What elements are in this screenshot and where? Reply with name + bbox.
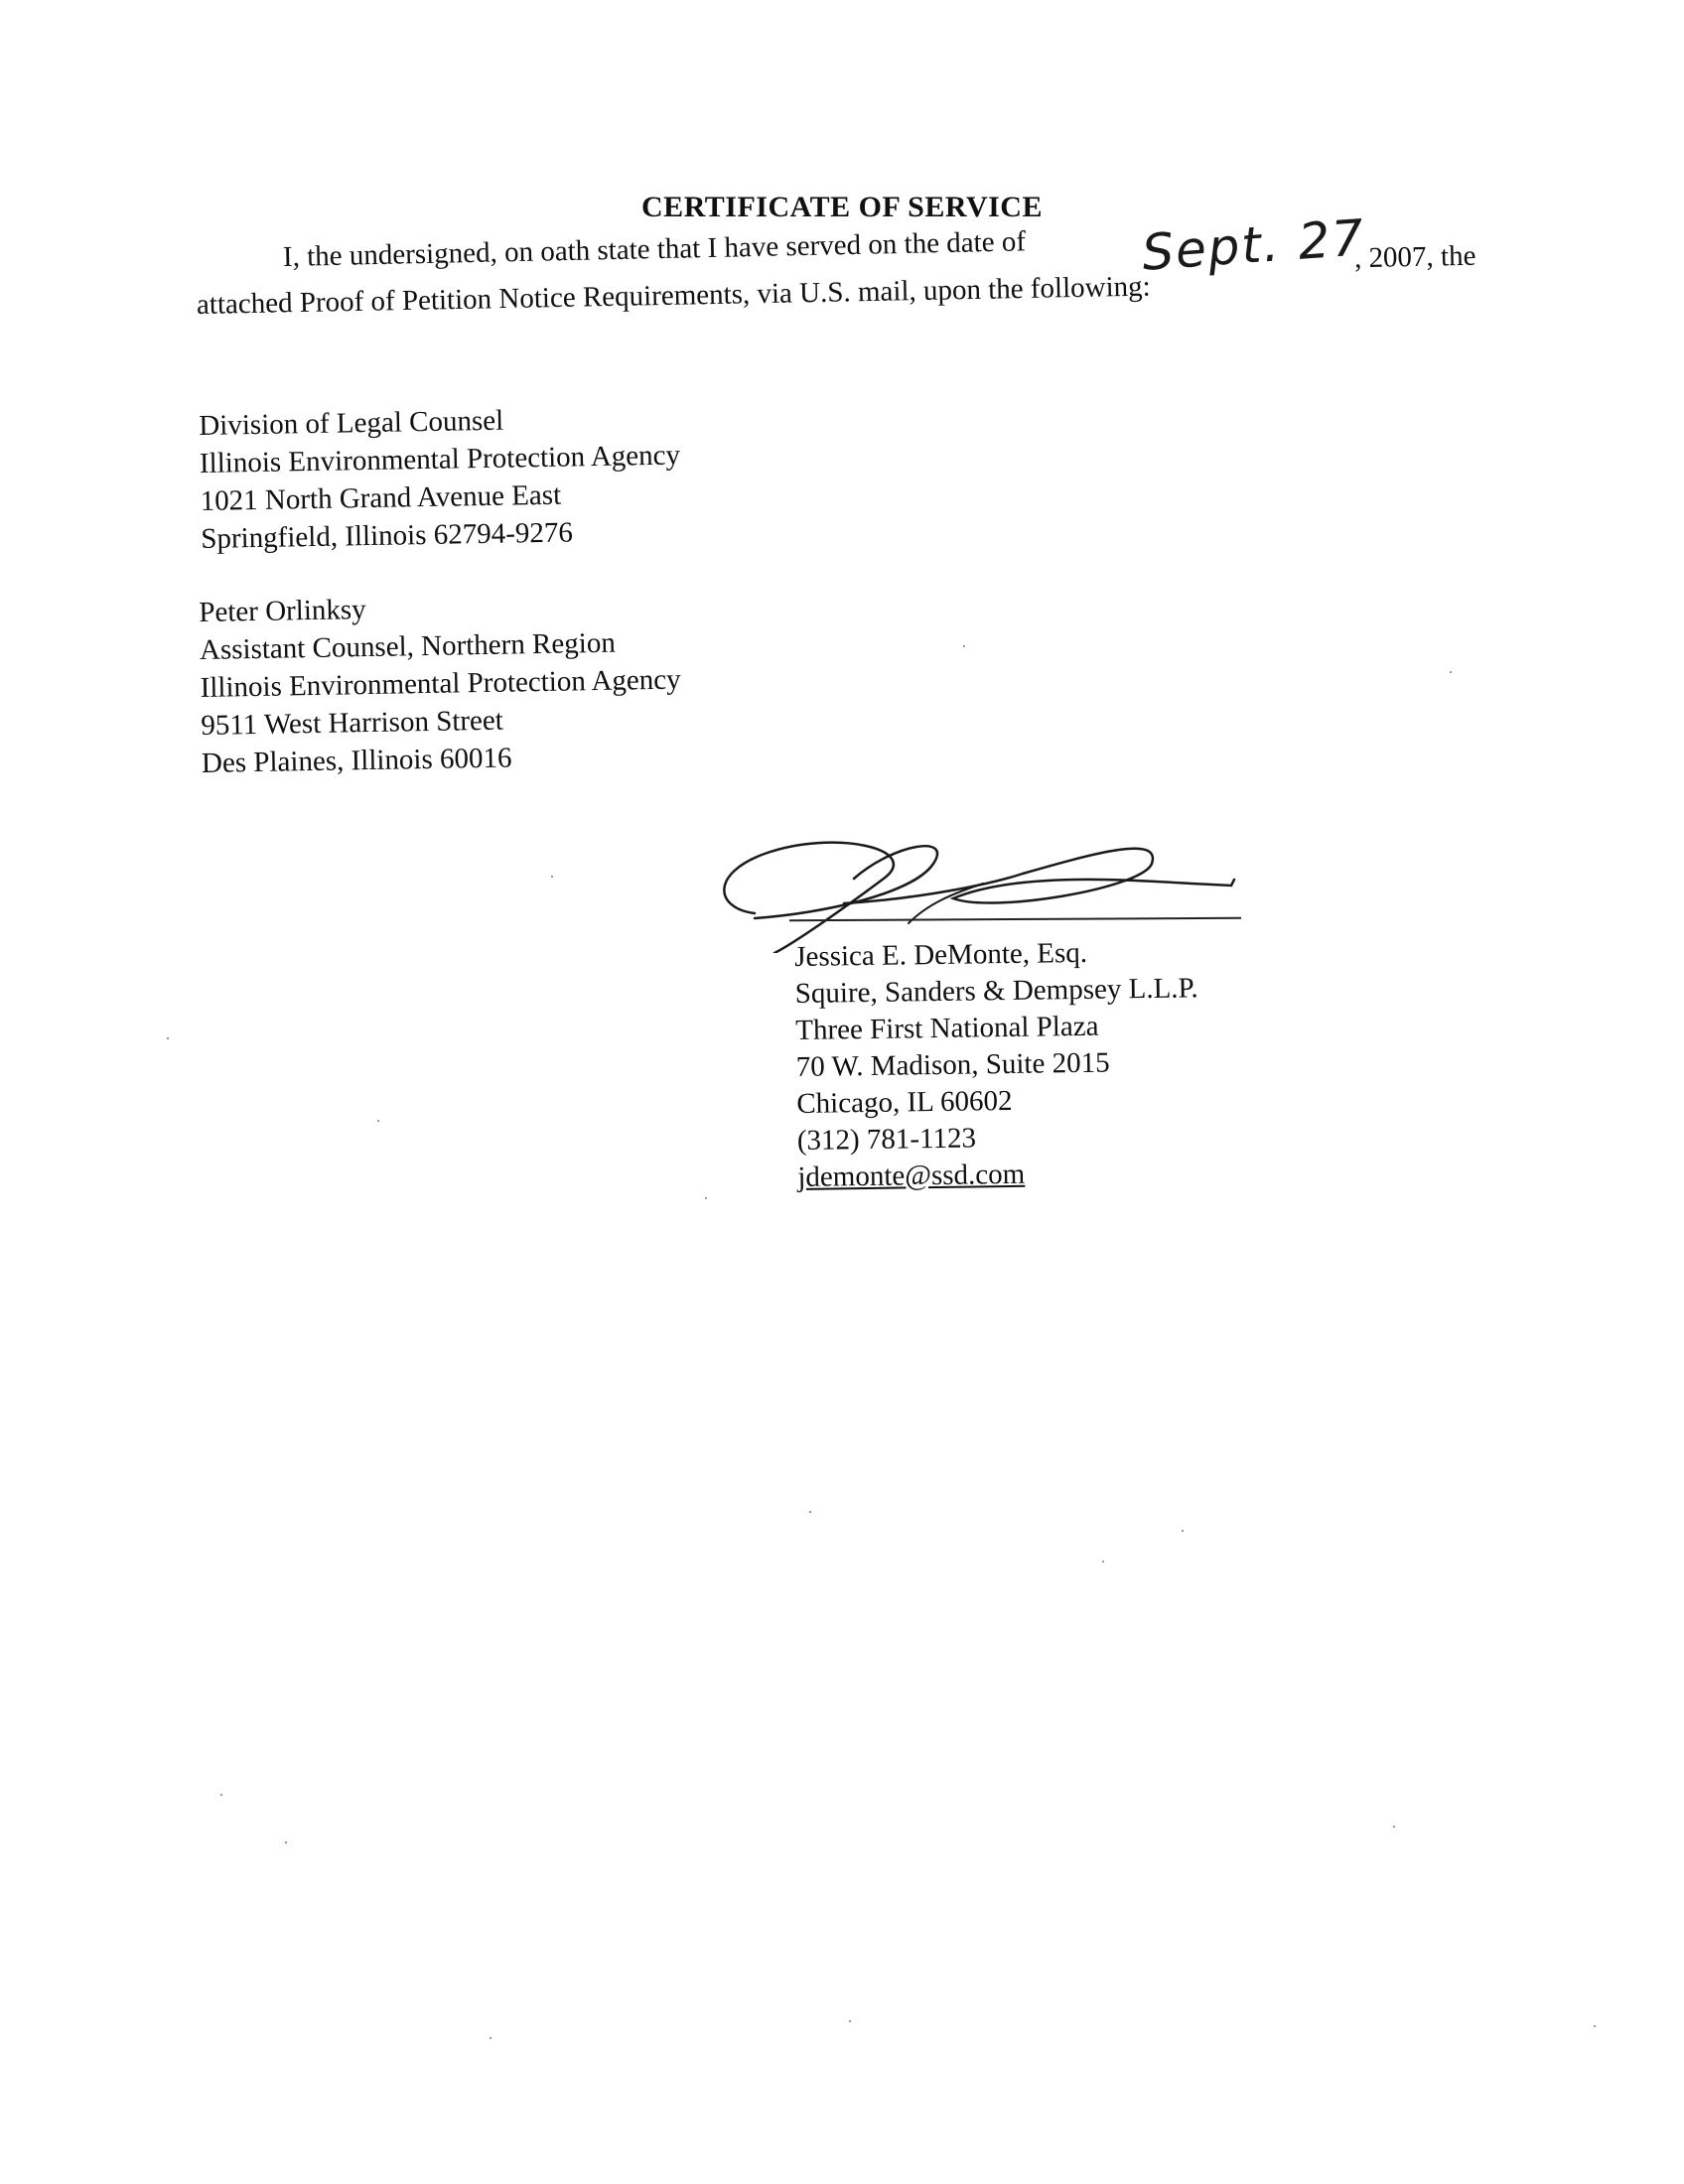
address-line: 1021 North Grand Avenue East: [200, 478, 562, 517]
address-line: Springfield, Illinois 62794-9276: [201, 516, 574, 555]
document-title: CERTIFICATE OF SERVICE: [641, 191, 1043, 223]
signer-city: Chicago, IL 60602: [796, 1084, 1013, 1120]
scan-speck: [705, 1197, 707, 1199]
address-line: Peter Orlinksy: [199, 594, 366, 628]
scan-speck: [849, 2020, 851, 2022]
signer-phone: (312) 781-1123: [796, 1122, 977, 1157]
scan-speck: [1594, 2025, 1596, 2027]
address-line: Des Plaines, Illinois 60016: [201, 742, 512, 779]
scan-speck: [1102, 1561, 1104, 1563]
scan-speck: [1393, 1826, 1395, 1828]
scan-speck: [1450, 671, 1452, 673]
scan-speck: [963, 645, 965, 647]
signer-name: Jessica E. DeMonte, Esq.: [794, 936, 1088, 973]
scan-speck: [1182, 1530, 1184, 1532]
recipient-address-2: [199, 586, 682, 782]
signer-address-2: 70 W. Madison, Suite 2015: [795, 1046, 1110, 1083]
handwritten-date: Sept. 27: [1140, 208, 1368, 282]
intro-year-suffix: , 2007, the: [1353, 239, 1476, 275]
scan-speck: [220, 1794, 222, 1796]
address-line: Assistant Counsel, Northern Region: [199, 626, 617, 666]
address-line: Division of Legal Counsel: [199, 404, 504, 442]
scan-speck: [809, 1511, 811, 1513]
signer-address-1: Three First National Plaza: [795, 1010, 1099, 1046]
signer-firm: Squire, Sanders & Dempsey L.L.P.: [794, 972, 1198, 1010]
scan-speck: [490, 2037, 491, 2039]
scan-speck: [167, 1037, 169, 1039]
scan-speck: [551, 876, 553, 878]
signer-block: [794, 933, 1201, 1196]
handwritten-signature: [695, 804, 1291, 953]
intro-line-2: attached Proof of Petition Notice Requirements, via U.S. mail, upon the following:: [196, 270, 1151, 321]
recipient-address-1: [199, 399, 682, 558]
address-line: 9511 West Harrison Street: [201, 704, 504, 742]
signer-email[interactable]: jdemonte@ssd.com: [797, 1158, 1026, 1193]
scan-speck: [377, 1120, 379, 1122]
scan-speck: [285, 1842, 287, 1843]
address-line: Illinois Environmental Protection Agency: [199, 439, 681, 479]
address-line: Illinois Environmental Protection Agency: [200, 663, 681, 704]
intro-line-1: I, the undersigned, on oath state that I have served on the date of: [282, 225, 1027, 273]
